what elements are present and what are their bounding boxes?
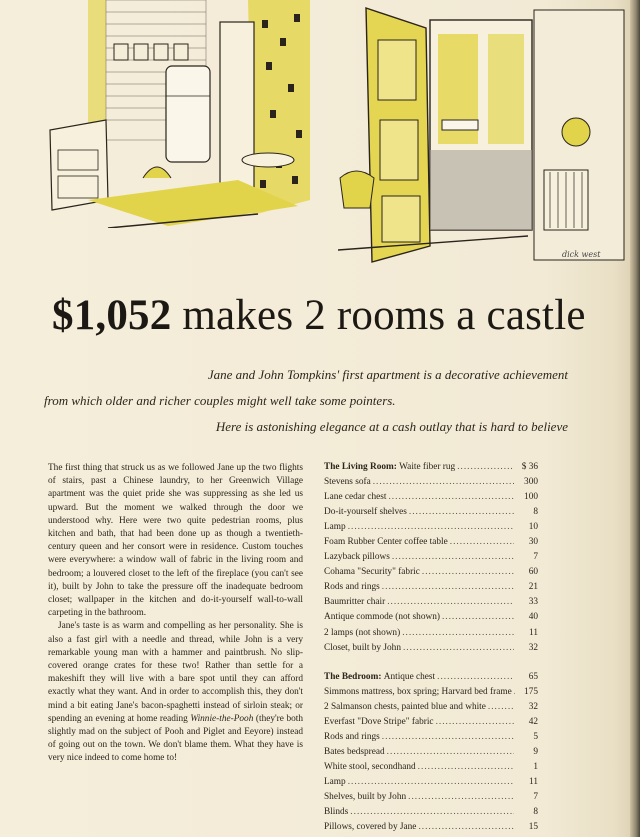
living-room-row xyxy=(324,462,538,477)
bedroom-row xyxy=(324,777,538,792)
leader-dots xyxy=(402,628,514,638)
bedroom-item-price: 42 xyxy=(528,716,538,727)
living-room-row xyxy=(324,612,538,627)
bedroom-row xyxy=(324,807,538,822)
article-paragraph-1: The first thing that struck us as we followed Jane up the two flights of stairs, past a Chinese laundry, to her Greenwich Village apartment was the quiet pride she was suppressing as she led us upward. But the moment we walked through the door we understood why. Here were two quite pedestrian rooms, plus kitchen and bath, that had been done up as though a twentieth-century queen and her consort were in residence. Custom touches were everywhere: a window wall of fabric in the living room and bedroom; a louvered closet to the left of the fireplace (you can't see it), built by John to take the pressure off the inadequate bedroom closet; wallpaper in the kitchen and do-it-yourself wall-to-wall carpeting in the bathroom. xyxy=(48,463,303,619)
book-title: Winnie-the-Pooh xyxy=(190,713,254,724)
living-room-row xyxy=(324,507,538,522)
page-edge xyxy=(630,0,640,837)
leader-dots xyxy=(408,792,514,802)
bedroom-item-price: 32 xyxy=(528,701,538,712)
living-room-item-label: Baumritter chair xyxy=(324,597,386,608)
bedroom-row xyxy=(324,672,538,687)
bedroom-row xyxy=(324,792,538,807)
leader-dots xyxy=(422,567,514,577)
leader-dots xyxy=(373,477,514,487)
living-room-item-label: Lamp xyxy=(324,522,346,533)
leader-dots xyxy=(392,552,514,562)
leader-dots xyxy=(418,822,514,832)
living-room-header: The Living Room: xyxy=(324,462,400,472)
living-room-row xyxy=(324,522,538,537)
leader-dots xyxy=(348,777,514,787)
bedroom-list xyxy=(324,672,538,837)
living-room-row xyxy=(324,492,538,507)
bedroom-item-price: 175 xyxy=(524,686,538,697)
living-room-item-label: Lane cedar chest xyxy=(324,492,387,503)
leader-dots xyxy=(382,732,514,742)
leader-dots xyxy=(418,762,514,772)
bedroom-item-price: 65 xyxy=(528,671,538,682)
bedroom-item-label: Rods and rings xyxy=(324,731,380,742)
living-room-item-price: 10 xyxy=(528,522,538,533)
leader-dots xyxy=(403,643,514,653)
bedroom-item-price: 7 xyxy=(533,791,538,802)
living-room-row xyxy=(324,537,538,552)
living-room-item-label: Do-it-yourself shelves xyxy=(324,507,407,518)
bedroom-item-label: Pillows, covered by Jane xyxy=(324,822,417,833)
living-room-item-price: 300 xyxy=(524,477,538,488)
living-room-item-price: 30 xyxy=(528,537,538,548)
living-room-row xyxy=(324,643,538,658)
article-body xyxy=(48,462,303,766)
living-room-item-price: 8 xyxy=(533,507,538,518)
bedroom-row xyxy=(324,762,538,777)
living-room-item-label: Rods and rings xyxy=(324,582,380,593)
bedroom-item-label: The Bedroom: Antique chest xyxy=(324,671,436,682)
living-room-item-price: 100 xyxy=(524,492,538,503)
leader-dots xyxy=(387,597,514,607)
leader-dots xyxy=(387,747,514,757)
kitchen-illustration xyxy=(48,0,316,228)
living-room-row xyxy=(324,567,538,582)
bedroom-item-label: White stool, secondhand xyxy=(324,761,416,772)
bedroom-item-price: 11 xyxy=(529,776,538,787)
living-room-item-price: 32 xyxy=(528,642,538,653)
leader-dots xyxy=(382,582,514,592)
living-room-item-label: The Living Room: Waite fiber rug xyxy=(324,462,456,472)
leader-dots xyxy=(348,522,514,532)
intro-line-1: Jane and John Tompkins' first apartment is a decorative achievement xyxy=(207,367,568,382)
bedroom-item-label: Simmons mattress, box spring; Harvard bed frame xyxy=(324,686,512,697)
bedroom-item-label: 2 Salmanson chests, painted blue and white xyxy=(324,701,486,712)
intro-deck xyxy=(40,362,568,440)
bedroom-item-label: Everfast "Dove Stripe" fabric xyxy=(324,716,434,727)
living-room-item-price: 60 xyxy=(528,567,538,578)
leader-dots xyxy=(350,807,514,817)
living-room-item-price: 21 xyxy=(528,582,538,593)
bedroom-row xyxy=(324,747,538,762)
leader-dots xyxy=(409,507,514,517)
leader-dots xyxy=(388,492,514,502)
bedroom-item-price: 15 xyxy=(528,822,538,833)
living-room-item-price: 7 xyxy=(533,552,538,563)
living-room-item-label: Foam Rubber Center coffee table xyxy=(324,537,448,548)
living-room-item-price: 11 xyxy=(529,627,538,638)
bedroom-item-price: 9 xyxy=(533,746,538,757)
living-room-item-label: 2 lamps (not shown) xyxy=(324,627,401,638)
living-room-row xyxy=(324,552,538,567)
living-room-row xyxy=(324,597,538,612)
living-room-row xyxy=(324,582,538,597)
leader-dots xyxy=(436,717,514,727)
bedroom-item-label: Bates bedspread xyxy=(324,746,385,757)
leader-dots xyxy=(442,612,514,622)
leader-dots xyxy=(488,702,514,712)
bedroom-header: The Bedroom: xyxy=(324,671,384,682)
bedroom-row xyxy=(324,732,538,747)
leader-dots xyxy=(450,537,514,547)
living-room-item-price: 33 xyxy=(528,597,538,608)
living-room-item-label: Cohama "Security" fabric xyxy=(324,567,420,578)
living-room-item-label: Stevens sofa xyxy=(324,477,371,488)
bedroom-item-label: Shelves, built by John xyxy=(324,791,407,802)
living-room-list xyxy=(324,462,538,658)
headline-text: makes 2 rooms a castle xyxy=(182,292,586,339)
intro-line-2: from which older and richer couples might well take some pointers. xyxy=(44,393,396,408)
artist-signature: dick west xyxy=(562,250,601,259)
intro-line-3: Here is astonishing elegance at a cash outlay that is hard to believe xyxy=(215,419,568,434)
bedroom-row xyxy=(324,702,538,717)
leader-dots xyxy=(437,672,514,682)
living-room-row xyxy=(324,477,538,492)
bedroom-row xyxy=(324,822,538,837)
living-room-item-label: Antique commode (not shown) xyxy=(324,612,440,623)
article-paragraph-2: Jane's taste is as warm and compelling as her personality. She is also a fast girl with a needle and thread, while John is a very remarkable young man with a hammer and paintbrush. No slip-covered orange crates for these two! Rather than settle for a makeshift they will live with a bare spot until they can afford exactly what they want. And in order to accomplish this, they don't mind a bit eating Jane's bacon-spaghetti instead of sirloin steak; or spending an evening at home reading Winnie-the-Pooh (they're both slightly mad on the subject of Pooh and Piglet and Eeyore) instead of going out on the town. We don't blame them. What they have is very nice indeed to come home to! xyxy=(48,621,303,764)
leader-dots xyxy=(457,462,514,472)
bedroom-item-price: 1 xyxy=(533,761,538,772)
living-room-item-label: Lazyback pillows xyxy=(324,552,390,563)
bathroom-illustration xyxy=(338,0,630,268)
bedroom-row xyxy=(324,717,538,732)
cost-lists xyxy=(324,462,538,837)
bedroom-item-label: Blinds xyxy=(324,807,349,818)
bedroom-item-label: Lamp xyxy=(324,776,346,787)
living-room-row xyxy=(324,628,538,643)
living-room-item-price: 40 xyxy=(528,612,538,623)
headline-amount: $1,052 xyxy=(52,292,172,339)
living-room-item-price: $ 36 xyxy=(521,462,538,472)
bedroom-item-price: 8 xyxy=(533,807,538,818)
living-room-item-label: Closet, built by John xyxy=(324,642,401,653)
headline xyxy=(52,290,592,342)
bedroom-item-price: 5 xyxy=(533,731,538,742)
bedroom-row xyxy=(324,687,538,702)
